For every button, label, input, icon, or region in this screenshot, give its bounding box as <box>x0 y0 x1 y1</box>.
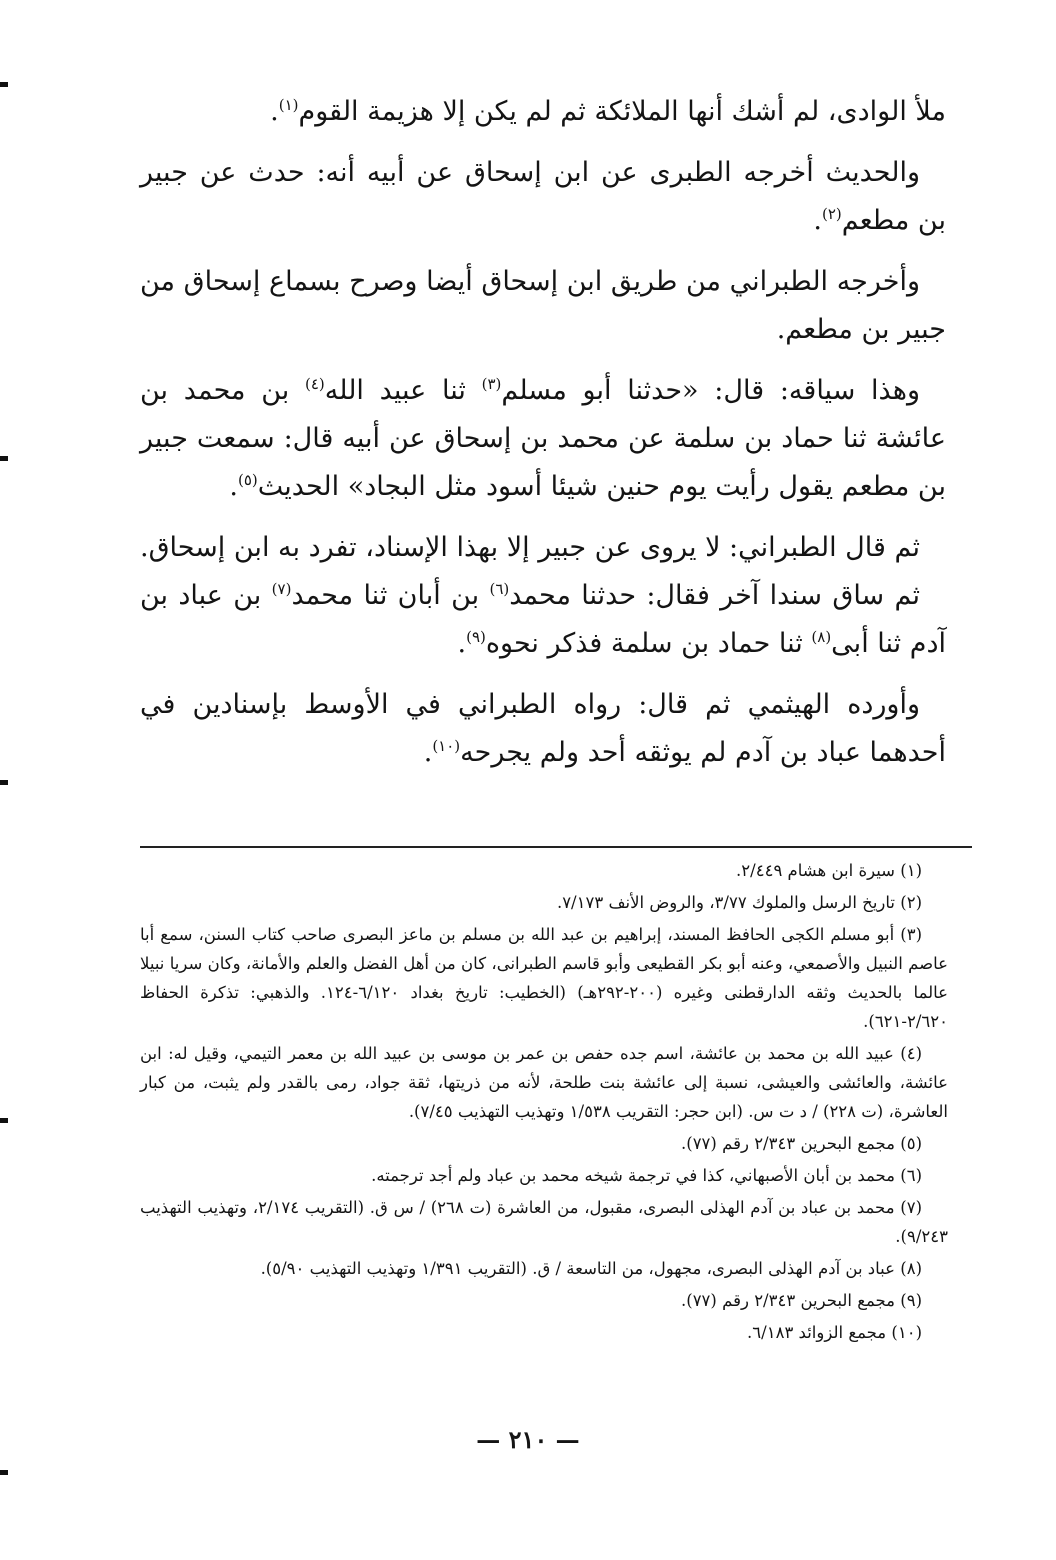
main-text <box>140 88 946 790</box>
footnote-7: (٧) محمد بن عباد بن آدم الهذلى البصرى، مقبول، من العاشرة (ت ٢٦٨) / س ق. (التقريب ٢/١٧٤، وتهذيب التهذيب ٩/٢٤٣). <box>140 1198 948 1246</box>
scan-edge-mark <box>0 780 8 785</box>
footnote-8: (٨) عباد بن آدم الهذلى البصرى، مجهول، من التاسعة / ق. (التقريب ١/٣٩١ وتهذيب التهذيب ٥/٩٠). <box>260 1259 922 1278</box>
scan-edge-mark <box>0 1470 8 1475</box>
paragraph-2: والحديث أخرجه الطبرى عن ابن إسحاق عن أبيه أنه: حدث عن جبير بن مطعم$^{(٢)}$. <box>140 157 946 236</box>
footnote-3: (٣) أبو مسلم الكجى الحافظ المسند، إبراهيم بن عبد الله بن مسلم بن ماعز البصرى صاحب كتاب السنن، سمع أبا عاصم النبيل والأصمعي، وعنه أبو بكر القطيعى وأبو قاسم الطبرانى، كان من أهل الفضل والعلم والأمانة، وكان سريا نبيلا عالما بالحديث وثقه الدارقطنى وغيره (٢٠٠-٢٩٢هـ) (الخطيب: تاريخ بغداد ٦/١٢٠-١٢٤. والذهبي: تذكرة الحفاظ ٢/٦٢٠-٦٢١). <box>140 925 949 1031</box>
footnotes <box>140 856 948 1350</box>
footnote-4: (٤) عبيد الله بن محمد بن عائشة، اسم جده حفص بن عمر بن موسى بن عبيد الله بن معمر التيمي، وقيل له: ابن عائشة، والعائشى والعيشى، نسبة إلى عائشة بنت طلحة، لأنه من ذريتها، ثقة جواد، رمى بالقدر ولم يثبت، من كبار العاشرة، (ت ٢٢٨) / د ت س. (ابن حجر: التقريب ١/٥٣٨ وتهذيب التهذيب ٧/٤٥). <box>140 1044 948 1121</box>
scan-edge-mark <box>0 456 8 461</box>
scan-edge-mark <box>0 82 8 87</box>
paragraph-5: ثم قال الطبراني: لا يروى عن جبير إلا بهذا الإسناد، تفرد به ابن إسحاق. <box>139 532 920 563</box>
paragraph-4: وهذا سياقه: قال: «حدثنا أبو مسلم$^{(٣)}$ ثنا عبيد الله$^{(٤)}$ بن محمد بن عائشة ثنا حماد بن سلمة عن محمد بن إسحاق عن أبيه قال: سمعت جبير بن مطعم يقول رأيت يوم حنين شيئا أسود مثل البجاد» الحديث$^{(٥)}$. <box>140 375 946 502</box>
paragraph-6: ثم ساق سندا آخر فقال: حدثنا محمد$^{(٦)}$ بن أبان ثنا محمد$^{(٧)}$ بن عباد بن آدم ثنا أبى$^{(٨)}$ ثنا حماد بن سلمة فذكر نحوه$^{(٩)}$. <box>140 580 946 659</box>
footnote-1: (١) سيرة ابن هشام ٢/٤٤٩. <box>736 861 922 880</box>
footnote-separator <box>140 846 972 848</box>
footnote-2: (٢) تاريخ الرسل والملوك ٣/٧٧، والروض الأنف ٧/١٧٣. <box>556 893 922 912</box>
scan-edge-mark <box>0 1118 8 1123</box>
paragraph-7: وأورده الهيثمي ثم قال: رواه الطبراني في الأوسط بإسنادين في أحدهما عباد بن آدم لم يوثقه أحد ولم يجرحه$^{(١٠)}$. <box>140 689 946 768</box>
footnote-9: (٩) مجمع البحرين ٢/٣٤٣ رقم (٧٧). <box>681 1291 922 1310</box>
footnote-5: (٥) مجمع البحرين ٢/٣٤٣ رقم (٧٧). <box>681 1134 922 1153</box>
footnote-6: (٦) محمد بن أبان الأصبهاني، كذا في ترجمة شيخه محمد بن عباد ولم أجد ترجمته. <box>371 1166 922 1185</box>
page-number: — ٢١٠ — <box>476 1425 580 1454</box>
footnote-10: (١٠) مجمع الزوائد ٦/١٨٣. <box>747 1323 922 1342</box>
paragraph-3: وأخرجه الطبراني من طريق ابن إسحاق أيضا وصرح بسماع إسحاق من جبير بن مطعم. <box>140 266 946 345</box>
paragraph-1: ملأ الوادى، لم أشك أنها الملائكة ثم لم يكن إلا هزيمة القوم$^{(١)}$. <box>270 96 946 127</box>
